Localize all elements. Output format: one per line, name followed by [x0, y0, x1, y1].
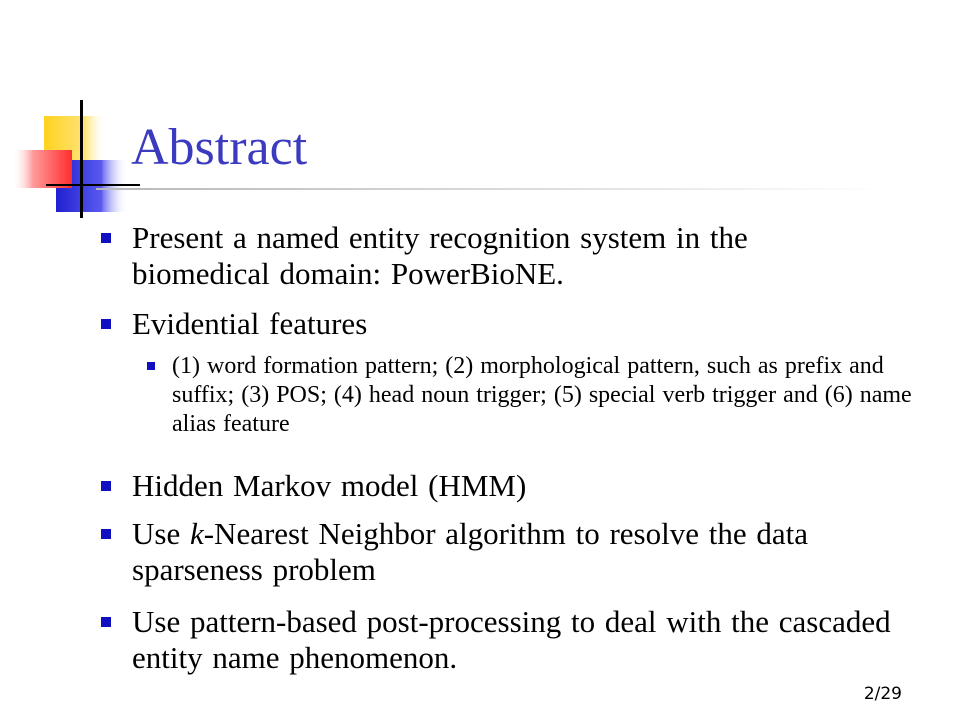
- bullet-text: Use pattern-based post-processing to deal with the cascaded entity name phenomenon.: [132, 604, 891, 675]
- bullet-item: [132, 604, 892, 676]
- square-bullet-icon: [101, 481, 111, 491]
- bullet-text: Evidential features: [132, 306, 368, 341]
- square-bullet-icon: [101, 617, 111, 627]
- bullet-item: [132, 306, 892, 342]
- bullet-item: [132, 220, 892, 292]
- square-bullet-icon: [147, 362, 155, 370]
- bullet-text-suffix: -Nearest Neighbor algorithm to resolve the data sparseness problem: [132, 516, 808, 587]
- page-number: 2/29: [863, 684, 902, 704]
- square-bullet-icon: [101, 319, 111, 329]
- bullet-text-prefix: Use: [132, 516, 190, 551]
- bullet-text: [132, 516, 808, 587]
- square-bullet-icon: [101, 529, 111, 539]
- square-bullet-icon: [101, 233, 111, 243]
- bullet-text: Present a named entity recognition system in the biomedical domain: PowerBioNE.: [132, 220, 748, 291]
- bullet-text: Hidden Markov model (HMM): [132, 468, 527, 503]
- sub-bullet-text: (1) word formation pattern; (2) morphological pattern, such as prefix and suffix; (3) POS; (4) head noun trigger; (5) special verb trigger and (6) name alias feature: [172, 353, 912, 437]
- bullet-text-italic-k: k: [189, 516, 204, 551]
- bullet-item: [132, 468, 892, 504]
- bullet-item: [132, 516, 892, 588]
- slide-title: Abstract: [131, 119, 308, 176]
- sub-bullet-item: [172, 352, 912, 439]
